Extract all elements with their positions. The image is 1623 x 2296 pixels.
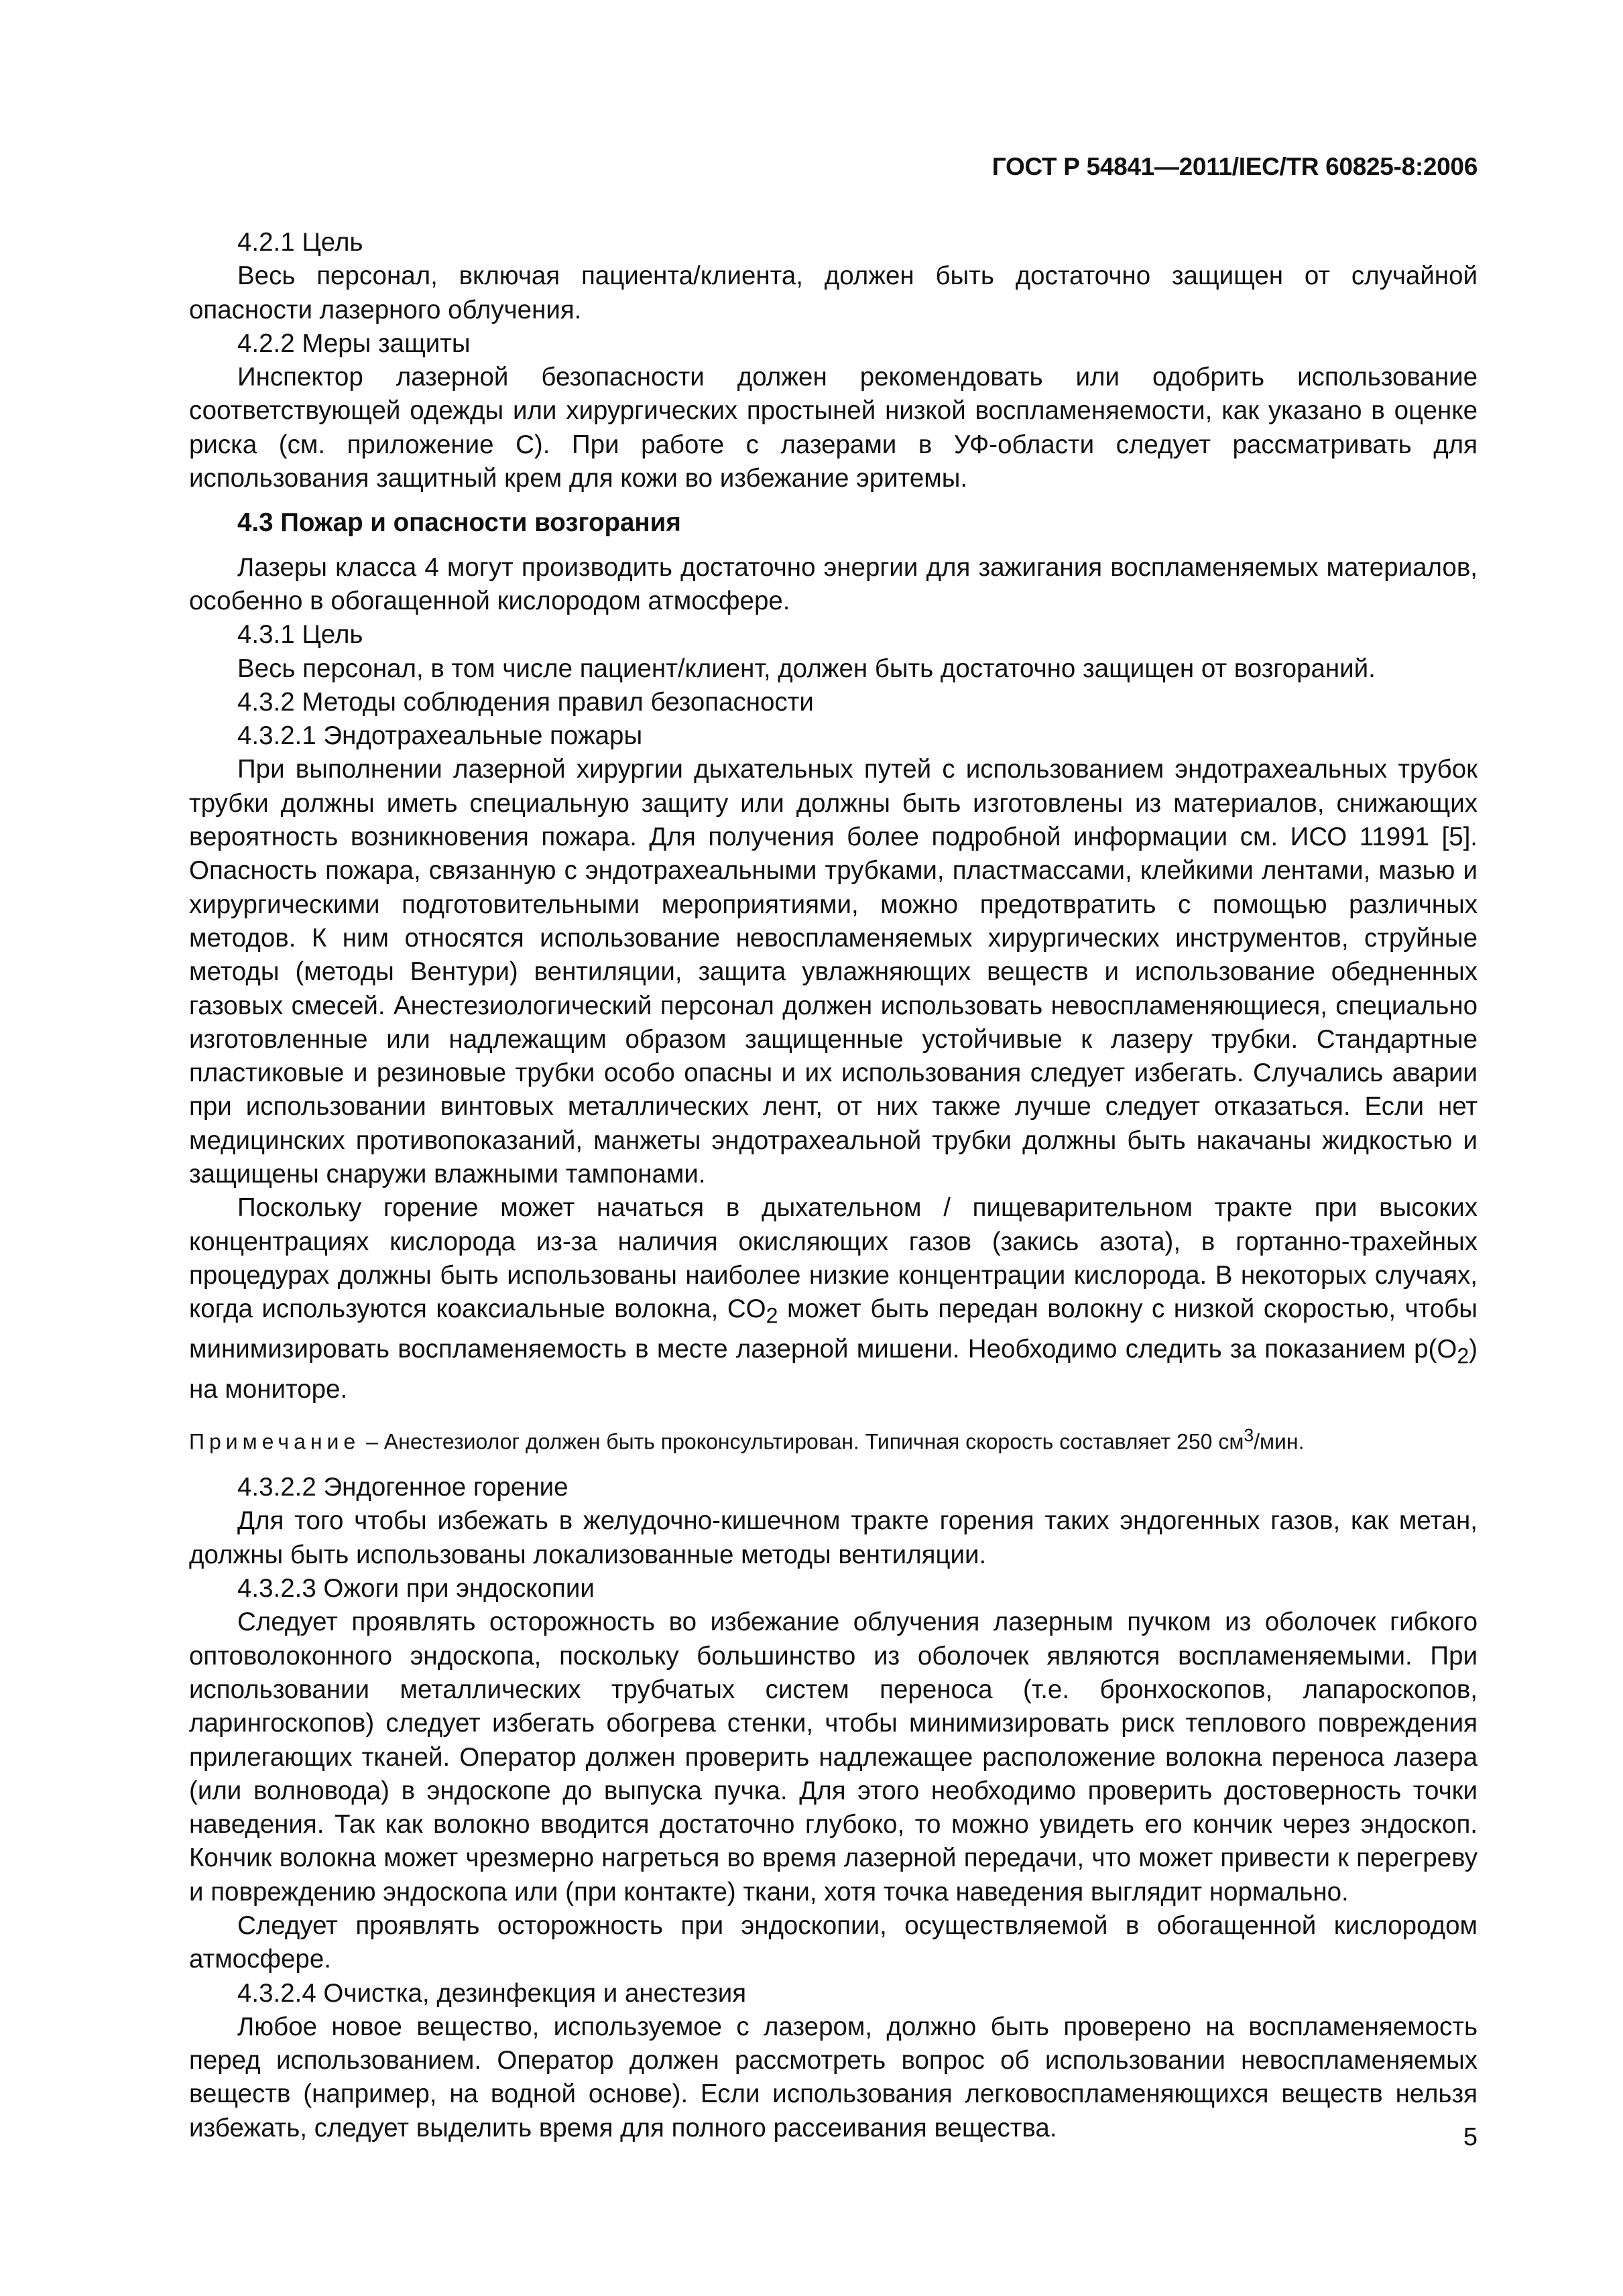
note-paragraph	[189, 1418, 1478, 1459]
subscript: 2	[1457, 1343, 1469, 1368]
paragraph-4-3-2-3: Следует проявлять осторожность во избежание облучения лазерным пучком из оболочек гибкого оптоволоконного эндоскопа, поскольку большинство из оболочек являются воспламеняемыми. При использовании металлических трубчатых систем переноса (т.е. бронхоскопов, лапароскопов, ларингоскопов) следует избегать обогрева стенки, чтобы минимизировать риск теплового повреждения прилегающих тканей. Оператор должен проверить надлежащее расположение волокна переноса лазера (или волновода) в эндоскопе до выпуска пучка. Для этого необходимо проверить достоверность точки наведения. Так как волокно вводится достаточно глубоко, то можно увидеть его кончик через эндоскоп. Кончик волокна может чрезмерно нагреться во время лазерной передачи, что может привести к перегреву и повреждению эндоскопа или (при контакте) ткани, хотя точка наведения выглядит нормально.	[189, 1608, 1478, 1907]
paragraph-text: Поскольку горение может начаться в дыхательном / пищеварительном тракте при высоких концентрациях кислорода из-за наличия окисляющих газов (закись азота), в гортанно-трахейных процедурах должны быть использованы наиболее низкие концентрации кислорода. В некоторых случаях, когда используются коаксиальные волокна, CO	[189, 1193, 1478, 1324]
paragraph-4-3-2-2: Для того чтобы избежать в желудочно-кишечном тракте горения таких эндогенных газов, как метан, должны быть использованы локализованные методы вентиляции.	[189, 1506, 1478, 1569]
paragraph-4-2-2: Инспектор лазерной безопасности должен рекомендовать или одобрить использование соответствующей одежды или хирургических простыней низкой воспламеняемости, как указано в оценке риска (см. приложение С). При работе с лазерами в УФ-области следует рассматривать для использования защитный крем для кожи во избежание эритемы.	[189, 363, 1478, 493]
paragraph-4-3-2-1: При выполнении лазерной хирургии дыхательных путей с использованием эндотрахеальных трубок трубки должны иметь специальную защиту или должны быть изготовлены из материалов, снижающих вероятность возникновения пожара. Для получения более подробной информации см. ИСО 11991 [5]. Опасность пожара, связанную с эндотрахеальными трубками, пластмассами, клейкими лентами, мазью и хирургическими подготовительными мероприятиями, можно предотвратить с помощью различных методов. К ним относятся использование невоспламеняемых хирургических инструментов, струйные методы (методы Вентури) вентиляции, защита увлажняющих веществ и использование обедненных газовых смесей. Анестезиологический персонал должен использовать невоспламеняющиеся, специально изготовленные или надлежащим образом защищенные устойчивые к лазеру трубки. Стандартные пластиковые и резиновые трубки особо опасны и их использования следует избегать. Случались аварии при использовании винтовых металлических лент, от них также лучше следует отказаться. Если нет медицинских противопоказаний, манжеты эндотрахеальной трубки должны быть накачаны жидкостью и защищены снаружи влажными тампонами.	[189, 755, 1478, 1189]
subsection-title-4-2-2: 4.2.2 Меры защиты	[237, 328, 471, 358]
paragraph-text: может быть передан волокну с низкой скоростью, чтобы минимизировать воспламеняемость в месте лазерной мишени. Необходимо следить за показанием p(O	[189, 1294, 1478, 1364]
document-header: ГОСТ Р 54841—2011/IEC/TR 60825-8:2006	[991, 153, 1478, 180]
subsection-title-4-3-2-3: 4.3.2.3 Ожоги при эндоскопии	[237, 1574, 595, 1604]
subsection-title-4-2-1: 4.2.1 Цель	[237, 228, 363, 257]
paragraph-4-3-2-4: Любое новое вещество, используемое с лазером, должно быть проверено на воспламеняемость перед использованием. Оператор должен рассмотреть вопрос об использовании невоспламеняемых веществ (например, на водной основе). Если использования легковоспламеняющихся веществ нельзя избежать, следует выделить время для полного рассеивания вещества.	[189, 2012, 1478, 2142]
document-body	[189, 226, 1478, 2145]
subscript: 2	[766, 1303, 778, 1328]
subsection-title-4-3-1: 4.3.1 Цель	[237, 620, 363, 650]
paragraph-4-3: Лазеры класса 4 могут производить достаточно энергии для зажигания воспламеняемых материалов, особенно в обогащенной кислородом атмосфере.	[189, 552, 1478, 615]
note-text: /мин.	[1254, 1430, 1305, 1455]
page-number: 5	[1463, 2123, 1478, 2151]
subsection-title-4-3-2-4: 4.3.2.4 Очистка, дезинфекция и анестезия	[237, 1978, 747, 2008]
note-text: – Анестезиолог должен быть проконсультирован. Типичная скорость составляет 250 см	[360, 1430, 1244, 1455]
section-heading-4-3: 4.3 Пожар и опасности возгорания	[237, 508, 681, 538]
subsection-title-4-3-2-2: 4.3.2.2 Эндогенное горение	[237, 1473, 568, 1502]
subsection-title-4-3-2: 4.3.2 Методы соблюдения правил безопасности	[237, 687, 814, 717]
note-label: Примечание	[189, 1430, 361, 1455]
paragraph-4-2-1: Весь персонал, включая пациента/клиента, должен быть достаточно защищен от случайной опасности лазерного облучения.	[189, 261, 1478, 324]
subsection-title-4-3-2-1: 4.3.2.1 Эндотрахеальные пожары	[237, 721, 643, 751]
paragraph-4-3-2-1-oxygen	[189, 1191, 1478, 1406]
paragraph-4-3-2-3-oxygen: Следует проявлять осторожность при эндоскопии, осуществляемой в обогащенной кислородом атмосфере.	[189, 1911, 1478, 1974]
paragraph-text: ) на мониторе.	[189, 1335, 1478, 1404]
superscript: 3	[1244, 1425, 1254, 1446]
paragraph-4-3-1: Весь персонал, в том числе пациент/клиент, должен быть достаточно защищен от возгораний.	[237, 654, 1376, 683]
